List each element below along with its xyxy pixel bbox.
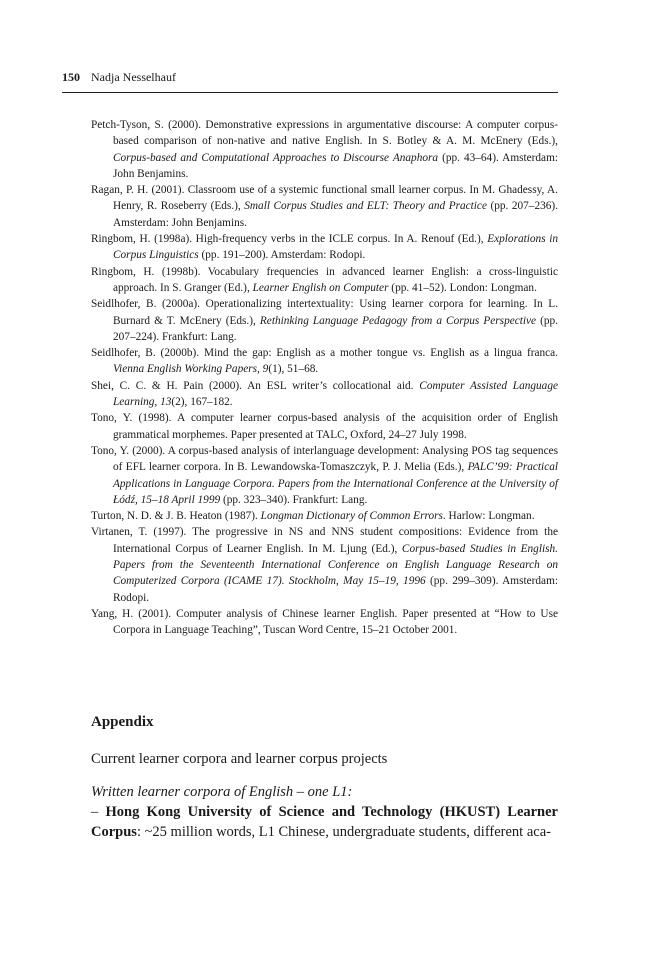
reference-text: (pp. 323–340). Frankfurt: Lang.	[220, 493, 368, 506]
reference-text: . Harlow: Longman.	[442, 510, 535, 523]
reference-title: Vienna English Working Papers, 9	[113, 363, 269, 376]
reference-text: Yang, H. (2001). Computer analysis of Chinese learner English. Paper presented at “How to Use Corpora in Language Teaching”, Tuscan Word Centre, 15–21 October 2001.	[91, 607, 558, 637]
reference-title: Corpus-based and Computational Approaches to Discourse Anaphora	[113, 151, 439, 164]
reference-entry	[91, 296, 558, 345]
reference-text: Ringbom, H. (1998b). Vocabulary frequencies in advanced learner English: a cross-linguistic approach. In S. Granger (Ed.),	[91, 265, 558, 294]
reference-text: Tono, Y. (1998). A computer learner corpus-based analysis of the acquisition order of English grammatical morphemes. Paper presented at TALC, Oxford, 24–27 July 1998.	[91, 412, 558, 441]
reference-text: Virtanen, T. (1997). The progressive in NS and NNS student compositions: Evidence from the International Corpus of Learner English. In M. Ljung (Ed.),	[91, 526, 558, 555]
reference-text: Petch-Tyson, S. (2000). Demonstrative expressions in argumentative discourse: A computer corpus-based comparison of non-native and native English. In S. Botley & A. M. McEnery (Eds.),	[91, 119, 558, 148]
reference-list	[91, 117, 558, 639]
running-author: Nadja Nesselhauf	[91, 70, 176, 84]
entry-prefix: –	[91, 804, 106, 820]
reference-entry	[91, 378, 558, 411]
reference-entry	[91, 606, 558, 639]
appendix-category: Written learner corpora of English – one L1:	[91, 784, 353, 800]
reference-title: Explorations in Corpus Linguistics	[113, 233, 558, 262]
reference-text: (pp. 207–224). Frankfurt: Lang.	[113, 314, 558, 343]
reference-title: Learner English on Computer	[252, 281, 389, 294]
reference-text: (pp. 41–52). London: Longman.	[388, 281, 537, 294]
reference-title: Corpus-based Studies in English. Papers from the Seventeenth International Conference on English Language Research on Computerized Corpora (ICAME 17). Stockholm, May 15–19, 1996	[113, 542, 558, 588]
reference-text: (pp. 191–200). Amsterdam: Rodopi.	[198, 249, 366, 262]
reference-text: Seidlhofer, B. (2000b). Mind the gap: English as a mother tongue vs. English as a lingua franca.	[91, 347, 558, 360]
reference-title: Rethinking Language Pedagogy from a Corpus Perspective	[259, 314, 537, 327]
reference-entry	[91, 524, 558, 605]
reference-entry	[91, 231, 558, 264]
entry-corpus-name: Hong Kong University of Science and Technology (HKUST) Learner Corpus	[91, 804, 558, 840]
reference-title: Computer Assisted Language Learning, 13	[113, 379, 558, 409]
reference-text: (1), 51–68.	[268, 363, 319, 376]
reference-entry	[91, 182, 558, 231]
reference-title: Small Corpus Studies and ELT: Theory and Practice	[244, 200, 487, 213]
reference-entry	[91, 508, 558, 524]
reference-text: (pp. 207–236). Amsterdam: John Benjamins.	[113, 200, 558, 229]
reference-text: (2), 167–182.	[171, 396, 233, 409]
reference-text: (pp. 43–64). Amsterdam: John Benjamins.	[113, 151, 558, 180]
appendix-section	[91, 714, 558, 842]
reference-text: Ringbom, H. (1998a). High-frequency verbs in the ICLE corpus. In A. Renouf (Ed.),	[91, 233, 488, 246]
page-number: 150	[62, 70, 80, 84]
reference-text: Seidlhofer, B. (2000a). Operationalizing intertextuality: Using learner corpora for learning. In L. Burnard & T. McEnery (Eds.),	[91, 298, 558, 327]
reference-entry	[91, 264, 558, 297]
entry-description: : ~25 million words, L1 Chinese, undergraduate students, different aca-	[136, 824, 551, 840]
appendix-subtitle: Current learner corpora and learner corpus projects	[91, 751, 388, 767]
appendix-title: Appendix	[91, 714, 154, 730]
reference-entry	[91, 345, 558, 378]
reference-title: PALC’99: Practical Applications in Language Corpora. Papers from the International Conference at the University of Łódź, 15–18 April 1999	[113, 461, 558, 506]
appendix-entry	[91, 802, 558, 842]
reference-entry	[91, 410, 558, 443]
reference-text: Shei, C. C. & H. Pain (2000). An ESL writer’s collocational aid.	[91, 379, 420, 392]
reference-text: Ragan, P. H. (2001). Classroom use of a systemic functional small learner corpus. In M. Ghadessy, A. Henry, R. Roseberry (Eds.),	[91, 184, 558, 213]
running-header	[62, 70, 558, 93]
reference-text: Tono, Y. (2000). A corpus-based analysis of interlanguage development: Analysing POS tag sequences of EFL learner corpora. In B. Lewandowska-Tomaszczyk, P. J. Melia (Eds.),	[91, 444, 558, 474]
reference-entry	[91, 117, 558, 182]
reference-text: Turton, N. D. & J. B. Heaton (1987).	[91, 510, 261, 523]
reference-title: Longman Dictionary of Common Errors	[260, 510, 443, 523]
reference-text: (pp. 299–309). Amsterdam: Rodopi.	[113, 575, 558, 604]
reference-entry	[91, 443, 558, 508]
